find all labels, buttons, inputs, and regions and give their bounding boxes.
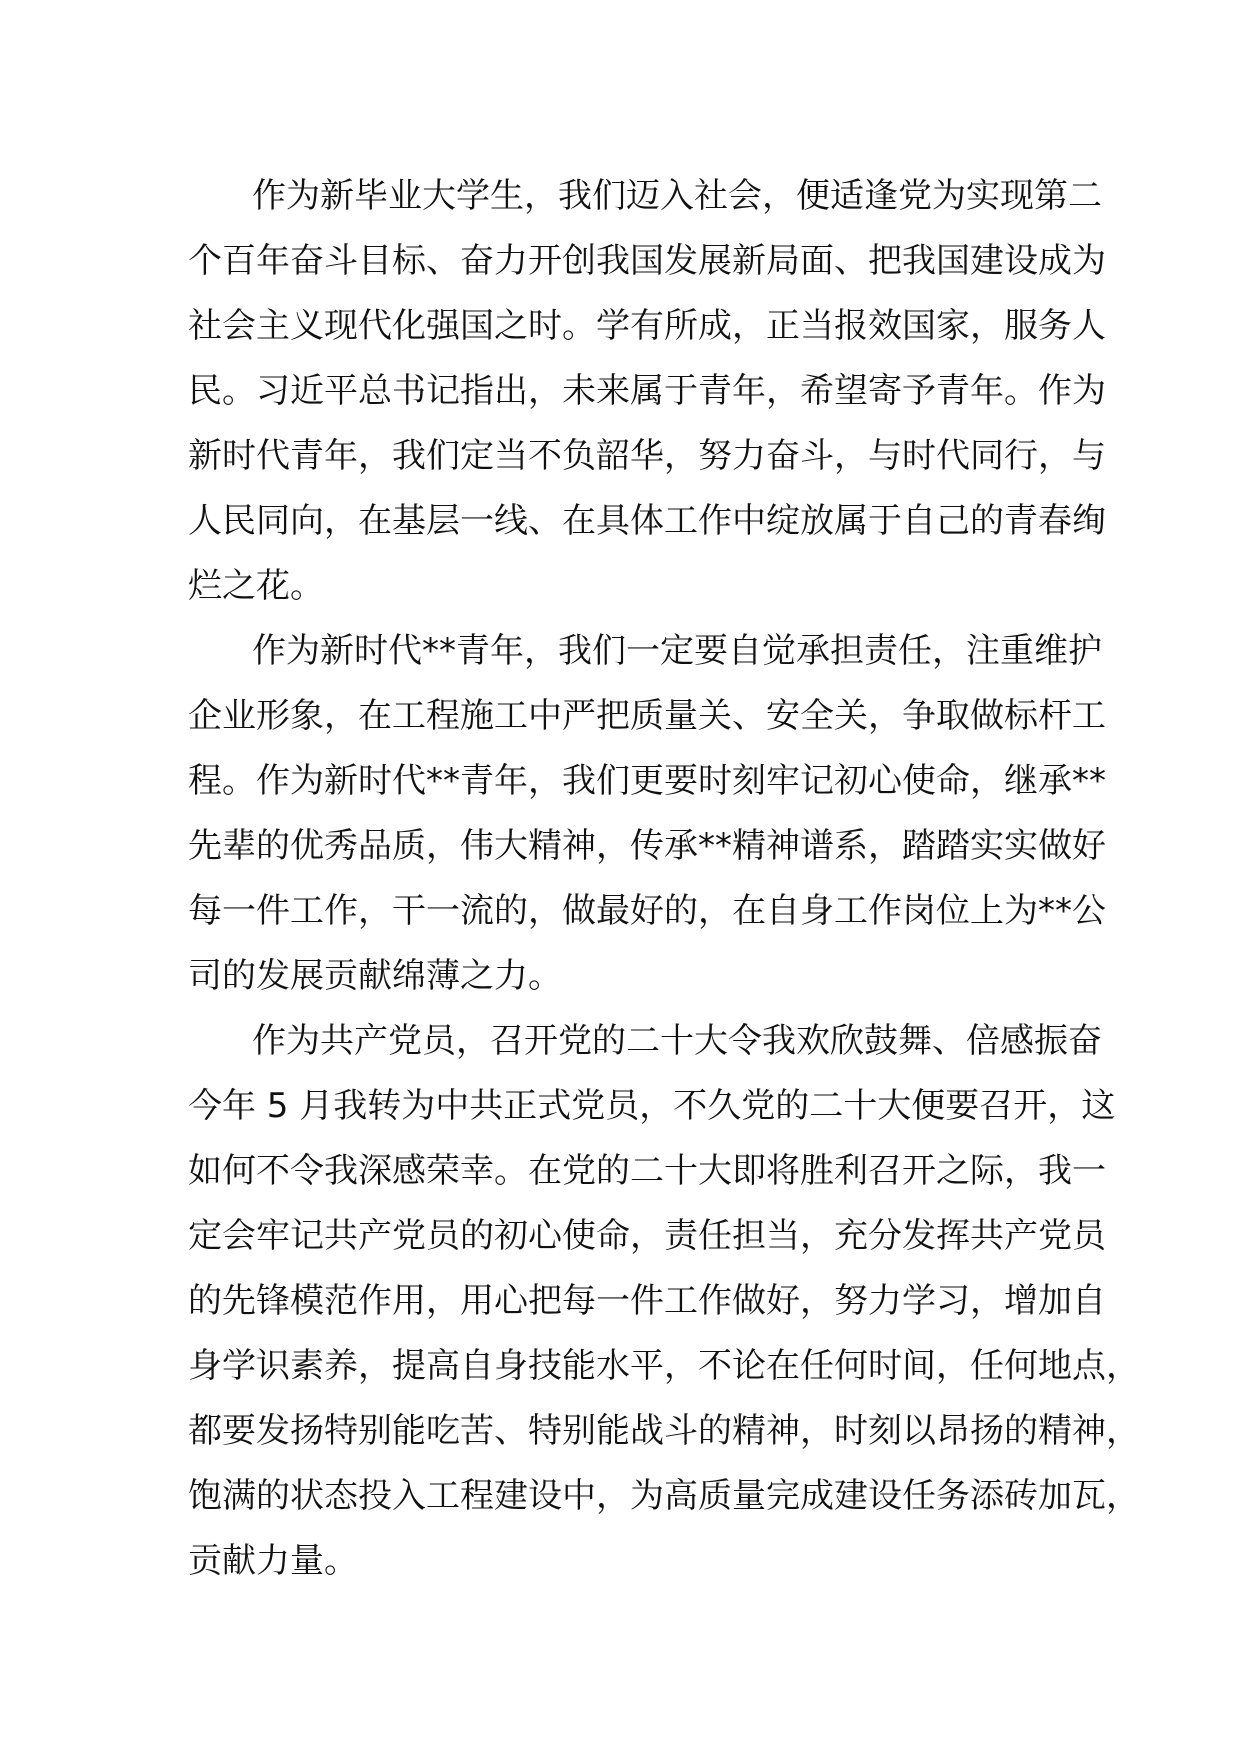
- text-line: 贡献力量。: [188, 1541, 358, 1581]
- text-line: 都要发扬特别能吃苦、特别能战斗的精神，时刻以昂扬的精神，: [188, 1411, 1140, 1451]
- text-line: 作为新毕业大学生，我们迈入社会，便适逢党为实现第二: [252, 176, 1102, 216]
- paragraph-3: [188, 1009, 1140, 1594]
- text-line: 如何不令我深感荣幸。在党的二十大即将胜利召开之际，我一: [188, 1151, 1106, 1191]
- text-line: 民。习近平总书记指出，未来属于青年，希望寄予青年。作为: [188, 371, 1106, 411]
- text-line: 社会主义现代化强国之时。学有所成，正当报效国家，服务人: [188, 306, 1106, 346]
- text-line: 烂之花。: [188, 566, 324, 606]
- paragraph-1: [188, 164, 1106, 619]
- document-body: [188, 164, 1140, 1594]
- paragraph-2: [188, 619, 1106, 1009]
- text-line: 个百年奋斗目标、奋力开创我国发展新局面、把我国建设成为: [188, 241, 1106, 281]
- text-line: 身学识素养，提高自身技能水平，不论在任何时间，任何地点，: [188, 1346, 1140, 1386]
- text-line: 的先锋模范作用，用心把每一件工作做好，努力学习，增加自: [188, 1281, 1106, 1321]
- text-line: 每一件工作，干一流的，做最好的，在自身工作岗位上为**公: [188, 891, 1106, 931]
- text-line: 司的发展贡献绵薄之力。: [188, 956, 562, 996]
- text-line: 作为新时代**青年，我们一定要自觉承担责任，注重维护: [252, 631, 1102, 671]
- text-line: 作为共产党员，召开党的二十大令我欢欣鼓舞、倍感振奋: [252, 1021, 1102, 1061]
- text-line: 先辈的优秀品质，伟大精神，传承**精神谱系，踏踏实实做好: [188, 826, 1106, 866]
- text-line: 企业形象，在工程施工中严把质量关、安全关，争取做标杆工: [188, 696, 1106, 736]
- text-line: 饱满的状态投入工程建设中，为高质量完成建设任务添砖加瓦，: [188, 1476, 1140, 1516]
- text-line: 人民同向，在基层一线、在具体工作中绽放属于自己的青春绚: [188, 501, 1106, 541]
- text-line: 新时代青年，我们定当不负韶华，努力奋斗，与时代同行，与: [188, 436, 1106, 476]
- text-line: 程。作为新时代**青年，我们更要时刻牢记初心使命，继承**: [188, 761, 1106, 801]
- text-line: 今年 5 月我转为中共正式党员，不久党的二十大便要召开，这: [188, 1086, 1116, 1126]
- text-line: 定会牢记共产党员的初心使命，责任担当，充分发挥共产党员: [188, 1216, 1106, 1256]
